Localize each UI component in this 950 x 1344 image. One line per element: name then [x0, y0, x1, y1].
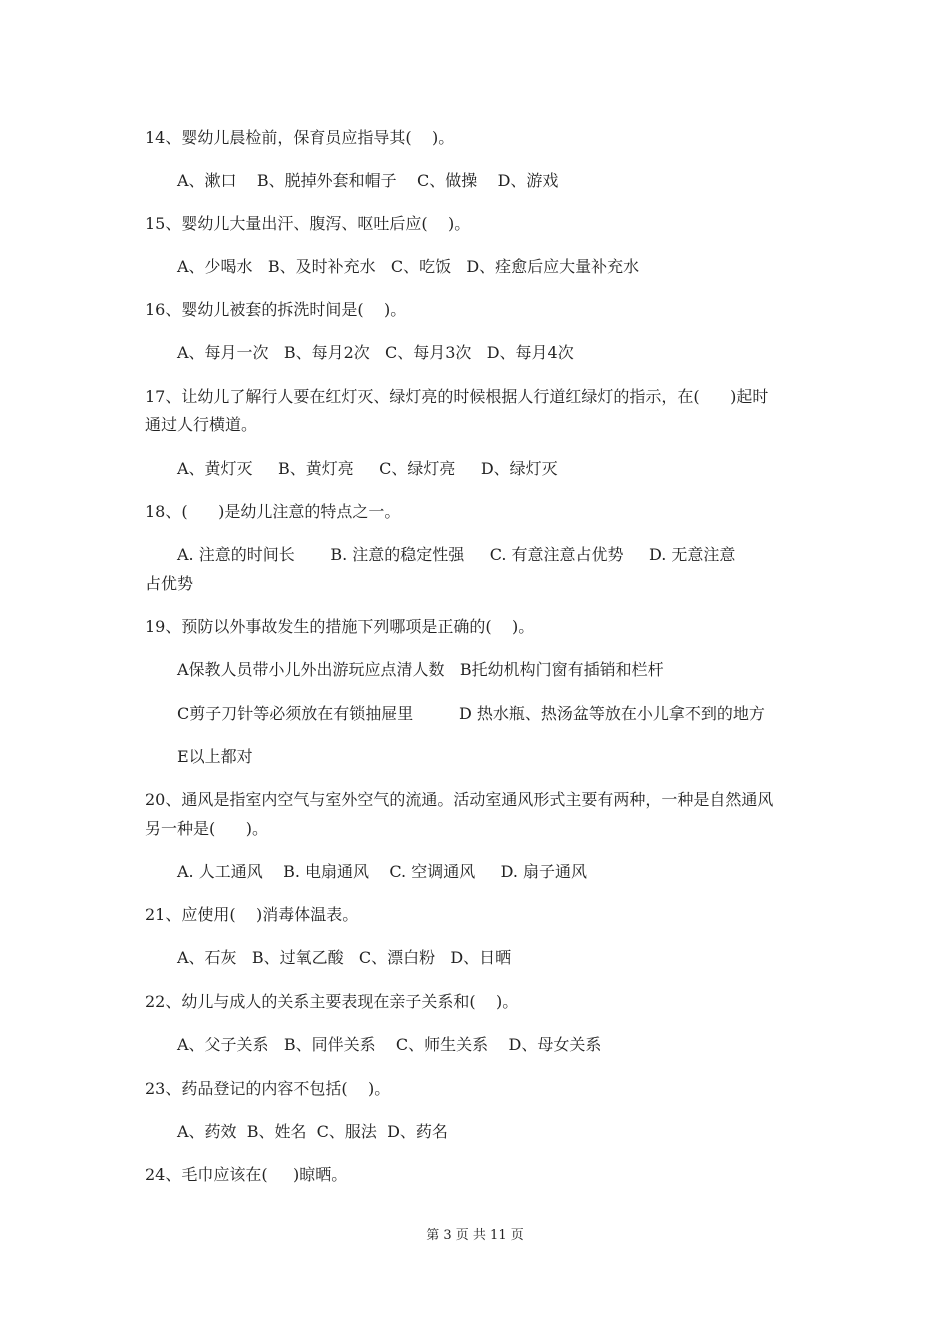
question-23-stem: 23、药品登记的内容不包括( )。 [145, 1079, 391, 1098]
question-15-stem: 15、婴幼儿大量出汗、腹泻、呕吐后应( )。 [145, 214, 471, 233]
question-16-stem: 16、婴幼儿被套的拆洗时间是( )。 [145, 300, 407, 319]
question-17-options: A、黄灯灭 B、黄灯亮 C、绿灯亮 D、绿灯灭 [177, 459, 558, 478]
question-19-options-line-3: E以上都对 [177, 747, 253, 766]
question-20-stem-continued: 另一种是( )。 [145, 819, 269, 838]
question-23-options: A、药效 B、姓名 C、服法 D、药名 [177, 1122, 448, 1141]
question-22-stem: 22、幼儿与成人的关系主要表现在亲子关系和( )。 [145, 992, 519, 1011]
question-18-options: A. 注意的时间长 B. 注意的稳定性强 C. 有意注意占优势 D. 无意注意 [177, 545, 736, 564]
question-18-options-continued: 占优势 [145, 574, 194, 593]
question-18-stem: 18、( )是幼儿注意的特点之一。 [145, 502, 401, 521]
question-22-options: A、父子关系 B、同伴关系 C、师生关系 D、母女关系 [177, 1035, 602, 1054]
question-17-stem: 17、让幼儿了解行人要在红灯灭、绿灯亮的时候根据人行道红绿灯的指示，在( )起时 [145, 387, 769, 406]
question-15-options: A、少喝水 B、及时补充水 C、吃饭 D、痊愈后应大量补充水 [177, 257, 640, 276]
question-20-stem: 20、通风是指室内空气与室外空气的流通。活动室通风形式主要有两种，一种是自然通风 [145, 790, 774, 809]
question-19-options-line-2: C剪子刀针等必须放在有锁抽屉里 D 热水瓶、热汤盆等放在小儿拿不到的地方 [177, 704, 765, 723]
question-17-stem-continued: 通过人行横道。 [145, 415, 258, 434]
question-14-options: A、漱口 B、脱掉外套和帽子 C、做操 D、游戏 [177, 171, 559, 190]
question-19-options: A保教人员带小儿外出游玩应点清人数 B托幼机构门窗有插销和栏杆 [177, 660, 664, 679]
question-14-stem: 14、婴幼儿晨检前，保育员应指导其( )。 [145, 128, 455, 147]
question-16-options: A、每月一次 B、每月2次 C、每月3次 D、每月4次 [177, 343, 574, 362]
page-number-footer: 第 3 页 共 11 页 [426, 1228, 524, 1243]
question-21-stem: 21、应使用( )消毒体温表。 [145, 905, 359, 924]
question-19-stem: 19、预防以外事故发生的措施下列哪项是正确的( )。 [145, 617, 535, 636]
question-24-stem: 24、毛巾应该在( )晾晒。 [145, 1165, 348, 1184]
question-20-options: A. 人工通风 B. 电扇通风 C. 空调通风 D. 扇子通风 [177, 862, 588, 881]
question-21-options: A、石灰 B、过氧乙酸 C、漂白粉 D、日晒 [177, 948, 512, 967]
